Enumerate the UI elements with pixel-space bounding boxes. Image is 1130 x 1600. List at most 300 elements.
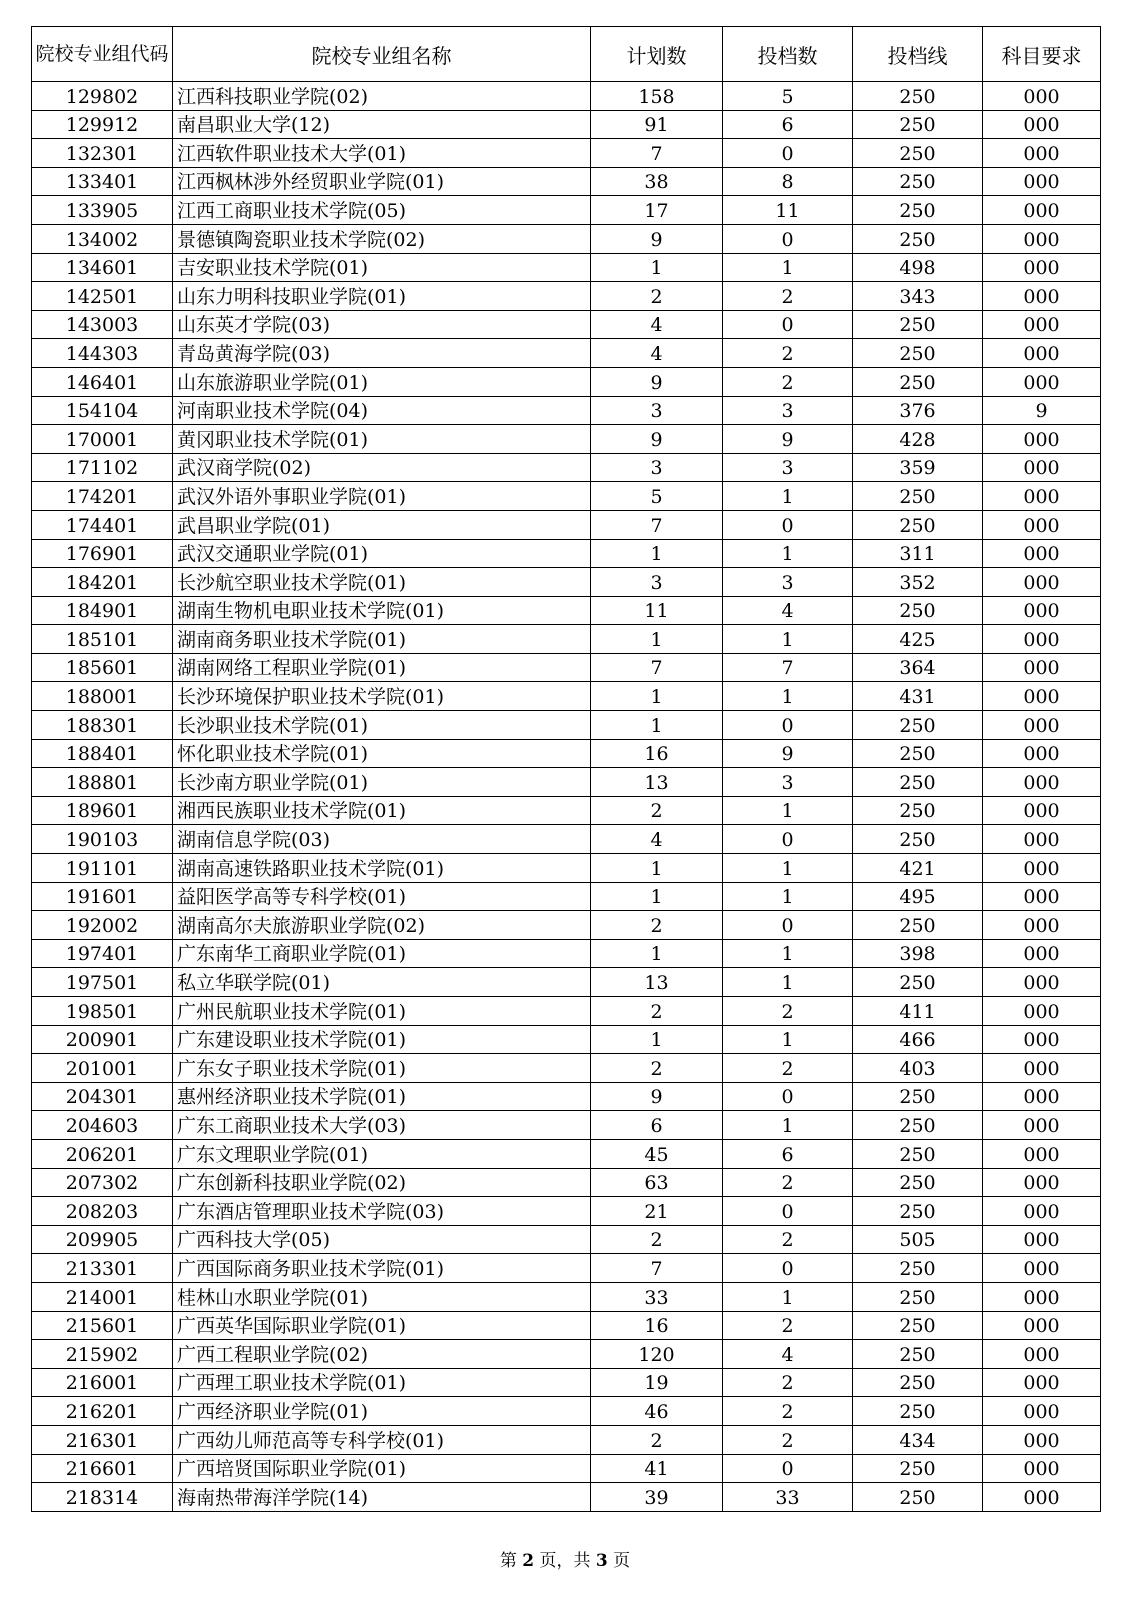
cell-subject: 000 [983, 939, 1101, 968]
cell-admitted: 3 [723, 568, 853, 597]
cell-line: 250 [853, 1168, 983, 1197]
cell-name: 广东文理职业学院(01) [173, 1139, 591, 1168]
table-row [32, 539, 1101, 568]
cell-subject: 000 [983, 425, 1101, 454]
table-row [32, 510, 1101, 539]
cell-plan: 3 [591, 396, 723, 425]
table-row [32, 82, 1101, 111]
table-row [32, 482, 1101, 511]
cell-admitted: 11 [723, 196, 853, 225]
cell-name: 广东女子职业技术学院(01) [173, 1054, 591, 1083]
cell-subject: 000 [983, 1368, 1101, 1397]
cell-plan: 1 [591, 711, 723, 740]
cell-admitted: 3 [723, 768, 853, 797]
cell-admitted: 1 [723, 882, 853, 911]
cell-line: 250 [853, 339, 983, 368]
table-row [32, 1197, 1101, 1226]
cell-name: 长沙职业技术学院(01) [173, 711, 591, 740]
cell-name: 武汉外语外事职业学院(01) [173, 482, 591, 511]
table-row [32, 1054, 1101, 1083]
table-row [32, 711, 1101, 740]
cell-line: 250 [853, 825, 983, 854]
cell-admitted: 1 [723, 1282, 853, 1311]
cell-code: 218314 [32, 1483, 173, 1512]
cell-line: 250 [853, 310, 983, 339]
table-row [32, 825, 1101, 854]
table-row [32, 854, 1101, 883]
cell-plan: 39 [591, 1483, 723, 1512]
table-row [32, 396, 1101, 425]
cell-name: 海南热带海洋学院(14) [173, 1483, 591, 1512]
table-row [32, 1168, 1101, 1197]
cell-admitted: 2 [723, 339, 853, 368]
footer-total-pages: 3 [595, 1551, 608, 1571]
cell-line: 250 [853, 1111, 983, 1140]
cell-line: 250 [853, 911, 983, 940]
cell-name: 湖南信息学院(03) [173, 825, 591, 854]
cell-admitted: 3 [723, 453, 853, 482]
cell-line: 434 [853, 1425, 983, 1454]
cell-line: 250 [853, 482, 983, 511]
cell-admitted: 0 [723, 1454, 853, 1483]
cell-line: 498 [853, 253, 983, 282]
cell-admitted: 1 [723, 253, 853, 282]
cell-subject: 000 [983, 1483, 1101, 1512]
cell-code: 188401 [32, 739, 173, 768]
table-row [32, 768, 1101, 797]
cell-line: 250 [853, 1454, 983, 1483]
cell-admitted: 1 [723, 1111, 853, 1140]
cell-code: 207302 [32, 1168, 173, 1197]
table-row [32, 196, 1101, 225]
cell-plan: 1 [591, 625, 723, 654]
cell-plan: 2 [591, 796, 723, 825]
table-row [32, 596, 1101, 625]
cell-line: 250 [853, 139, 983, 168]
cell-plan: 7 [591, 1254, 723, 1283]
cell-plan: 9 [591, 224, 723, 253]
cell-name: 广东酒店管理职业技术学院(03) [173, 1197, 591, 1226]
cell-code: 174401 [32, 510, 173, 539]
cell-code: 209905 [32, 1225, 173, 1254]
cell-line: 411 [853, 997, 983, 1026]
table-row [32, 167, 1101, 196]
cell-admitted: 2 [723, 282, 853, 311]
cell-plan: 1 [591, 682, 723, 711]
cell-line: 250 [853, 1311, 983, 1340]
cell-admitted: 2 [723, 1168, 853, 1197]
cell-admitted: 2 [723, 367, 853, 396]
cell-plan: 7 [591, 653, 723, 682]
cell-subject: 000 [983, 310, 1101, 339]
cell-line: 495 [853, 882, 983, 911]
cell-code: 154104 [32, 396, 173, 425]
cell-plan: 158 [591, 82, 723, 111]
cell-code: 215601 [32, 1311, 173, 1340]
cell-line: 425 [853, 625, 983, 654]
header-row [32, 27, 1101, 82]
cell-subject: 000 [983, 1397, 1101, 1426]
cell-code: 176901 [32, 539, 173, 568]
cell-subject: 000 [983, 196, 1101, 225]
cell-plan: 120 [591, 1340, 723, 1369]
cell-admitted: 0 [723, 911, 853, 940]
cell-line: 250 [853, 596, 983, 625]
cell-code: 134601 [32, 253, 173, 282]
table-row [32, 1225, 1101, 1254]
cell-admitted: 1 [723, 968, 853, 997]
cell-name: 湖南商务职业技术学院(01) [173, 625, 591, 654]
footer-prefix: 第 [499, 1551, 517, 1571]
cell-name: 惠州经济职业技术学院(01) [173, 1082, 591, 1111]
cell-code: 185101 [32, 625, 173, 654]
cell-code: 197501 [32, 968, 173, 997]
cell-code: 188801 [32, 768, 173, 797]
cell-code: 192002 [32, 911, 173, 940]
cell-admitted: 1 [723, 625, 853, 654]
table-body [32, 82, 1101, 1512]
table-row [32, 796, 1101, 825]
cell-code: 142501 [32, 282, 173, 311]
table-row [32, 1340, 1101, 1369]
cell-plan: 2 [591, 1225, 723, 1254]
cell-plan: 63 [591, 1168, 723, 1197]
cell-name: 广州民航职业技术学院(01) [173, 997, 591, 1026]
cell-admitted: 1 [723, 796, 853, 825]
cell-admitted: 1 [723, 539, 853, 568]
cell-line: 250 [853, 739, 983, 768]
cell-name: 湖南生物机电职业技术学院(01) [173, 596, 591, 625]
cell-name: 湖南高尔夫旅游职业学院(02) [173, 911, 591, 940]
cell-code: 191601 [32, 882, 173, 911]
cell-line: 431 [853, 682, 983, 711]
cell-name: 桂林山水职业学院(01) [173, 1282, 591, 1311]
cell-line: 364 [853, 653, 983, 682]
col-header-plan: 计划数 [591, 27, 723, 82]
cell-subject: 000 [983, 1082, 1101, 1111]
cell-subject: 000 [983, 1454, 1101, 1483]
cell-plan: 1 [591, 882, 723, 911]
cell-line: 250 [853, 167, 983, 196]
cell-admitted: 1 [723, 939, 853, 968]
cell-subject: 000 [983, 1254, 1101, 1283]
cell-line: 250 [853, 968, 983, 997]
cell-subject: 000 [983, 139, 1101, 168]
cell-subject: 000 [983, 997, 1101, 1026]
cell-line: 403 [853, 1054, 983, 1083]
cell-subject: 000 [983, 568, 1101, 597]
table-row [32, 625, 1101, 654]
cell-code: 204301 [32, 1082, 173, 1111]
cell-line: 250 [853, 768, 983, 797]
cell-admitted: 2 [723, 1054, 853, 1083]
col-header-name: 院校专业组名称 [173, 27, 591, 82]
cell-line: 250 [853, 1254, 983, 1283]
cell-plan: 7 [591, 139, 723, 168]
cell-code: 216301 [32, 1425, 173, 1454]
table-row [32, 339, 1101, 368]
cell-line: 250 [853, 1139, 983, 1168]
cell-code: 213301 [32, 1254, 173, 1283]
cell-code: 191101 [32, 854, 173, 883]
cell-line: 250 [853, 1282, 983, 1311]
cell-plan: 1 [591, 253, 723, 282]
col-header-line: 投档线 [853, 27, 983, 82]
cell-subject: 000 [983, 1282, 1101, 1311]
table-row [32, 1483, 1101, 1512]
table-row [32, 1425, 1101, 1454]
cell-name: 景德镇陶瓷职业技术学院(02) [173, 224, 591, 253]
table-row [32, 1397, 1101, 1426]
cell-code: 144303 [32, 339, 173, 368]
cell-subject: 000 [983, 711, 1101, 740]
cell-admitted: 1 [723, 854, 853, 883]
cell-line: 311 [853, 539, 983, 568]
cell-admitted: 0 [723, 510, 853, 539]
cell-admitted: 0 [723, 1254, 853, 1283]
cell-plan: 91 [591, 110, 723, 139]
cell-name: 广东工商职业技术大学(03) [173, 1111, 591, 1140]
cell-plan: 41 [591, 1454, 723, 1483]
cell-line: 352 [853, 568, 983, 597]
cell-name: 武汉交通职业学院(01) [173, 539, 591, 568]
cell-subject: 000 [983, 453, 1101, 482]
footer-current-page: 2 [522, 1551, 535, 1571]
cell-plan: 2 [591, 911, 723, 940]
cell-name: 长沙环境保护职业技术学院(01) [173, 682, 591, 711]
cell-subject: 000 [983, 1425, 1101, 1454]
cell-subject: 000 [983, 653, 1101, 682]
cell-name: 广西理工职业技术学院(01) [173, 1368, 591, 1397]
cell-code: 185601 [32, 653, 173, 682]
page-footer [0, 1546, 1130, 1571]
cell-subject: 000 [983, 367, 1101, 396]
cell-subject: 000 [983, 1111, 1101, 1140]
cell-admitted: 0 [723, 825, 853, 854]
cell-code: 133401 [32, 167, 173, 196]
cell-admitted: 1 [723, 1025, 853, 1054]
cell-admitted: 0 [723, 1082, 853, 1111]
cell-line: 421 [853, 854, 983, 883]
cell-name: 湘西民族职业技术学院(01) [173, 796, 591, 825]
table-row [32, 282, 1101, 311]
cell-line: 250 [853, 1397, 983, 1426]
table-row [32, 425, 1101, 454]
cell-plan: 1 [591, 1025, 723, 1054]
table-row [32, 367, 1101, 396]
cell-line: 250 [853, 1197, 983, 1226]
cell-name: 黄冈职业技术学院(01) [173, 425, 591, 454]
table-row [32, 1368, 1101, 1397]
cell-name: 南昌职业大学(12) [173, 110, 591, 139]
cell-plan: 9 [591, 1082, 723, 1111]
table-row [32, 1139, 1101, 1168]
table-row [32, 1454, 1101, 1483]
cell-admitted: 2 [723, 1368, 853, 1397]
cell-name: 广西经济职业学院(01) [173, 1397, 591, 1426]
cell-admitted: 9 [723, 739, 853, 768]
cell-name: 广西英华国际职业学院(01) [173, 1311, 591, 1340]
cell-line: 428 [853, 425, 983, 454]
table-row [32, 1311, 1101, 1340]
cell-admitted: 0 [723, 711, 853, 740]
cell-plan: 19 [591, 1368, 723, 1397]
table-row [32, 1282, 1101, 1311]
cell-name: 湖南高速铁路职业技术学院(01) [173, 854, 591, 883]
cell-line: 250 [853, 1368, 983, 1397]
cell-plan: 1 [591, 539, 723, 568]
cell-name: 广东创新科技职业学院(02) [173, 1168, 591, 1197]
cell-plan: 6 [591, 1111, 723, 1140]
cell-line: 505 [853, 1225, 983, 1254]
cell-plan: 9 [591, 425, 723, 454]
cell-code: 174201 [32, 482, 173, 511]
cell-admitted: 2 [723, 1225, 853, 1254]
admission-table [31, 26, 1101, 1512]
cell-subject: 000 [983, 796, 1101, 825]
cell-admitted: 0 [723, 1197, 853, 1226]
cell-plan: 5 [591, 482, 723, 511]
cell-name: 武汉商学院(02) [173, 453, 591, 482]
cell-plan: 2 [591, 997, 723, 1026]
table-row [32, 1025, 1101, 1054]
cell-line: 398 [853, 939, 983, 968]
table-row [32, 739, 1101, 768]
cell-line: 250 [853, 110, 983, 139]
cell-subject: 000 [983, 1025, 1101, 1054]
cell-subject: 000 [983, 625, 1101, 654]
cell-subject: 000 [983, 968, 1101, 997]
cell-plan: 13 [591, 968, 723, 997]
cell-admitted: 6 [723, 1139, 853, 1168]
cell-subject: 000 [983, 768, 1101, 797]
cell-code: 204603 [32, 1111, 173, 1140]
cell-plan: 1 [591, 939, 723, 968]
cell-code: 216201 [32, 1397, 173, 1426]
cell-plan: 45 [591, 1139, 723, 1168]
cell-admitted: 0 [723, 139, 853, 168]
cell-name: 山东英才学院(03) [173, 310, 591, 339]
cell-subject: 000 [983, 1054, 1101, 1083]
cell-admitted: 2 [723, 1397, 853, 1426]
footer-suffix: 页 [613, 1551, 631, 1571]
cell-line: 376 [853, 396, 983, 425]
cell-admitted: 7 [723, 653, 853, 682]
cell-code: 188301 [32, 711, 173, 740]
cell-plan: 2 [591, 1054, 723, 1083]
cell-plan: 4 [591, 339, 723, 368]
cell-plan: 46 [591, 1397, 723, 1426]
cell-line: 250 [853, 196, 983, 225]
cell-line: 250 [853, 711, 983, 740]
cell-plan: 21 [591, 1197, 723, 1226]
cell-line: 250 [853, 367, 983, 396]
cell-line: 250 [853, 82, 983, 111]
cell-admitted: 1 [723, 482, 853, 511]
cell-plan: 4 [591, 310, 723, 339]
col-header-subject: 科目要求 [983, 27, 1101, 82]
cell-subject: 000 [983, 1168, 1101, 1197]
cell-name: 长沙航空职业技术学院(01) [173, 568, 591, 597]
cell-name: 广东建设职业技术学院(01) [173, 1025, 591, 1054]
cell-admitted: 2 [723, 997, 853, 1026]
cell-subject: 000 [983, 510, 1101, 539]
cell-code: 216001 [32, 1368, 173, 1397]
cell-line: 343 [853, 282, 983, 311]
table-row [32, 653, 1101, 682]
cell-code: 188001 [32, 682, 173, 711]
cell-admitted: 9 [723, 425, 853, 454]
cell-name: 长沙南方职业学院(01) [173, 768, 591, 797]
cell-admitted: 0 [723, 224, 853, 253]
cell-plan: 7 [591, 510, 723, 539]
cell-name: 湖南网络工程职业学院(01) [173, 653, 591, 682]
cell-plan: 2 [591, 282, 723, 311]
cell-code: 216601 [32, 1454, 173, 1483]
cell-name: 青岛黄海学院(03) [173, 339, 591, 368]
cell-name: 广西科技大学(05) [173, 1225, 591, 1254]
table-row [32, 568, 1101, 597]
cell-code: 206201 [32, 1139, 173, 1168]
cell-plan: 16 [591, 1311, 723, 1340]
cell-admitted: 4 [723, 1340, 853, 1369]
table-row [32, 968, 1101, 997]
cell-subject: 000 [983, 253, 1101, 282]
cell-line: 250 [853, 1082, 983, 1111]
cell-name: 武昌职业学院(01) [173, 510, 591, 539]
cell-name: 广东南华工商职业学院(01) [173, 939, 591, 968]
cell-code: 133905 [32, 196, 173, 225]
table-row [32, 139, 1101, 168]
table-row [32, 882, 1101, 911]
cell-subject: 000 [983, 339, 1101, 368]
cell-code: 197401 [32, 939, 173, 968]
cell-name: 广西培贤国际职业学院(01) [173, 1454, 591, 1483]
cell-code: 129802 [32, 82, 173, 111]
cell-subject: 000 [983, 882, 1101, 911]
cell-code: 198501 [32, 997, 173, 1026]
cell-code: 184901 [32, 596, 173, 625]
cell-admitted: 2 [723, 1425, 853, 1454]
cell-admitted: 3 [723, 396, 853, 425]
table-row [32, 997, 1101, 1026]
cell-name: 河南职业技术学院(04) [173, 396, 591, 425]
cell-code: 200901 [32, 1025, 173, 1054]
cell-plan: 38 [591, 167, 723, 196]
cell-code: 129912 [32, 110, 173, 139]
cell-name: 江西科技职业学院(02) [173, 82, 591, 111]
cell-admitted: 33 [723, 1483, 853, 1512]
cell-admitted: 1 [723, 682, 853, 711]
cell-admitted: 2 [723, 1311, 853, 1340]
cell-code: 215902 [32, 1340, 173, 1369]
cell-subject: 000 [983, 167, 1101, 196]
table-row [32, 310, 1101, 339]
cell-code: 134002 [32, 224, 173, 253]
cell-plan: 1 [591, 854, 723, 883]
cell-plan: 3 [591, 568, 723, 597]
footer-middle: 页，共 [539, 1551, 591, 1571]
cell-line: 466 [853, 1025, 983, 1054]
cell-subject: 000 [983, 110, 1101, 139]
cell-plan: 13 [591, 768, 723, 797]
cell-subject: 9 [983, 396, 1101, 425]
cell-plan: 4 [591, 825, 723, 854]
cell-admitted: 4 [723, 596, 853, 625]
col-header-code: 院校专业组代码 [32, 27, 173, 82]
table-row [32, 453, 1101, 482]
cell-code: 189601 [32, 796, 173, 825]
